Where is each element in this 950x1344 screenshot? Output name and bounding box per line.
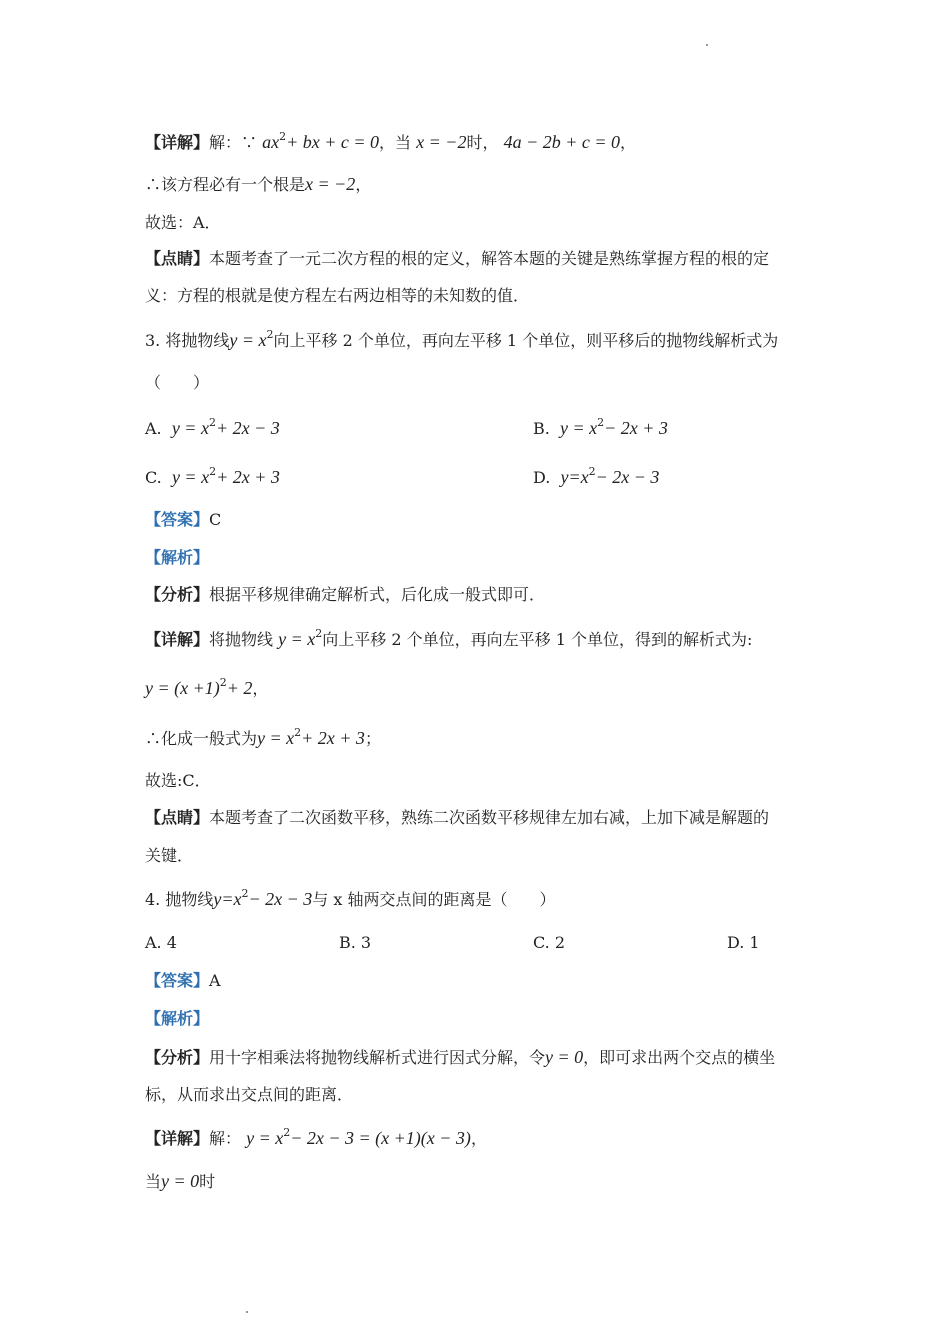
general-form-3: ∴化成一般式为$y = x^2+ 2x + 3$； bbox=[145, 726, 381, 748]
question-3: 3. 将抛物线$y = x^2$向上平移 2 个单位，再向左平移 1 个单位，则平移后的抛物线解析式为 bbox=[145, 328, 779, 350]
remark-3: 【点睛】本题考查了二次函数平移，熟练二次函数平移规律左加右减，上加下减是解题的 bbox=[145, 808, 770, 827]
analysis-4: 【解析】 bbox=[145, 1009, 210, 1028]
line-remark-1b: 义：方程的根就是使方程左右两边相等的未知数的值． bbox=[145, 286, 530, 305]
line-remark-1: 【点睛】本题考查了一元二次方程的根的定义，解答本题的关键是熟练掌握方程的根的定 bbox=[145, 249, 770, 268]
choice-3: 故选:C． bbox=[145, 771, 211, 790]
question-4: 4. 抛物线$y=x^2- 2x - 3$与 x 轴两交点间的距离是（ ） bbox=[145, 887, 556, 909]
q4-option-d: D. 1 bbox=[727, 933, 760, 952]
q4-option-b: B. 3 bbox=[339, 933, 372, 952]
analysis-3: 【解析】 bbox=[145, 548, 210, 567]
remark-3b: 关键． bbox=[145, 846, 194, 865]
detail-4: 【详解】解： $y = x^2- 2x - 3 = (x +1)(x - 3)$， bbox=[145, 1126, 487, 1148]
equation-3: $y = (x +1)^2+ 2$， bbox=[145, 676, 269, 698]
line-detail-1: 【详解】解：∵ $ax^2+$ bx + c = 0，当 x = −2时， 4a − 2b + c = 0， bbox=[145, 130, 637, 152]
line-root: ∴该方程必有一个根是x = −2， bbox=[145, 174, 372, 194]
option-c: C. $y = x^2+ 2x + 3$ bbox=[145, 465, 280, 487]
detail-3: 【详解】将抛物线 $y = x^2$向上平移 2 个单位，再向左平移 1 个单位，得到的解析式为: bbox=[145, 627, 753, 649]
option-d: D. $y=x^2- 2x - 3$ bbox=[533, 465, 660, 487]
question-3-paren: （ ） bbox=[145, 373, 210, 392]
breakdown-4b: 标，从而求出交点间的距离． bbox=[145, 1085, 354, 1104]
q4-option-c: C. 2 bbox=[533, 933, 566, 952]
option-a: A. $y = x^2+ 2x - 3$ bbox=[145, 416, 280, 438]
q4-option-a: A. 4 bbox=[145, 933, 177, 952]
corner-dot-bottom bbox=[246, 1311, 248, 1313]
line-choice-1: 故选：A． bbox=[145, 213, 221, 232]
answer-3: 【答案】C bbox=[145, 510, 222, 529]
breakdown-3: 【分析】根据平移规律确定解析式，后化成一般式即可． bbox=[145, 585, 546, 604]
option-b: B. $y = x^2- 2x + 3$ bbox=[533, 416, 668, 438]
answer-4: 【答案】A bbox=[145, 971, 221, 990]
breakdown-4: 【分析】用十字相乘法将抛物线解析式进行因式分解，令y = 0，即可求出两个交点的横坐 bbox=[145, 1047, 776, 1067]
corner-dot-top bbox=[706, 44, 708, 46]
when-y-zero: 当y = 0时 bbox=[145, 1171, 216, 1191]
